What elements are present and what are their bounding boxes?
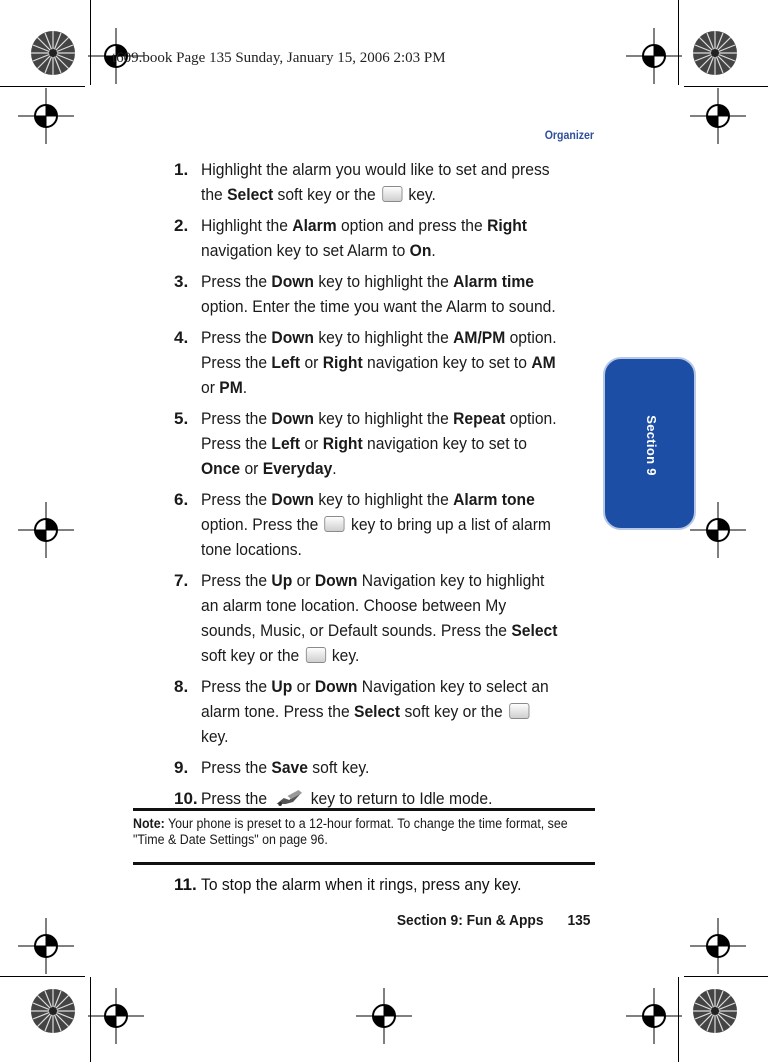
page-number: 135 bbox=[566, 912, 590, 929]
step-text bbox=[201, 325, 563, 400]
step-text-run: option. Press the bbox=[201, 409, 557, 453]
bold-term: Down bbox=[314, 677, 358, 696]
step-text: To stop the alarm when it rings, press any key. bbox=[201, 875, 522, 894]
bold-term: Alarm bbox=[292, 216, 337, 235]
step-text-run: Press the bbox=[201, 758, 272, 777]
bold-term: Everyday bbox=[262, 459, 333, 478]
registration-target-icon bbox=[690, 918, 746, 974]
step-text-run: Press the bbox=[201, 789, 272, 808]
note-label: Note: bbox=[133, 816, 165, 831]
step-text-run: soft key or the bbox=[201, 646, 304, 665]
list-item bbox=[174, 568, 594, 668]
bold-term: Down bbox=[314, 571, 358, 590]
step-text-run: or bbox=[300, 353, 323, 372]
bold-term: Down bbox=[271, 328, 315, 347]
step-text bbox=[201, 213, 563, 263]
step-text-run: . bbox=[242, 378, 248, 397]
step-text-run: option. Enter the time you want the Alarm to sound. bbox=[201, 297, 556, 316]
step-text-run: Highlight the alarm you would like to set and press the bbox=[201, 160, 550, 204]
step-text-run: option. Press the bbox=[201, 328, 557, 372]
step-text bbox=[201, 487, 563, 562]
step-text bbox=[201, 269, 563, 319]
step-text bbox=[201, 157, 563, 207]
list-item bbox=[174, 674, 594, 749]
crop-mark bbox=[684, 976, 768, 977]
step-text-run: Highlight the bbox=[201, 216, 293, 235]
step-text-run: key to highlight the bbox=[314, 328, 454, 347]
bold-term: Right bbox=[487, 216, 528, 235]
list-item bbox=[174, 269, 594, 319]
list-item bbox=[174, 755, 594, 780]
ok-key-icon bbox=[382, 186, 402, 202]
bold-term: Repeat bbox=[453, 409, 506, 428]
step-number: 9. bbox=[174, 758, 189, 777]
registration-target-icon bbox=[626, 988, 682, 1044]
step-text-run: or bbox=[300, 434, 323, 453]
bold-term: Left bbox=[271, 434, 301, 453]
step-text-run: or bbox=[292, 571, 315, 590]
step-text-run: or bbox=[201, 378, 220, 397]
registration-target-icon bbox=[356, 988, 412, 1044]
bold-term: Right bbox=[322, 353, 363, 372]
registration-target-icon bbox=[690, 88, 746, 144]
step-text-run: key to bring up a list of alarm tone locations. bbox=[201, 515, 551, 559]
registration-target-icon bbox=[18, 502, 74, 558]
bold-term: Alarm time bbox=[453, 272, 534, 291]
step-text-run: key. bbox=[327, 646, 360, 665]
step-number: 2. bbox=[174, 216, 189, 235]
step-text-run: . bbox=[332, 459, 337, 478]
bold-term: Right bbox=[322, 434, 363, 453]
ok-key-icon bbox=[305, 647, 325, 663]
bold-term: Down bbox=[271, 490, 315, 509]
registration-target-icon bbox=[88, 988, 144, 1044]
step-text-run: Navigation key to select an alarm tone. Press the bbox=[201, 677, 549, 721]
list-item bbox=[174, 157, 594, 207]
step-text-run: . bbox=[431, 241, 436, 260]
step-text-run: Navigation key to highlight an alarm tone location. Choose between My sounds, Music, or Default sounds. Press the bbox=[201, 571, 545, 640]
crop-mark bbox=[0, 976, 85, 977]
step-text-run: navigation key to set to bbox=[362, 353, 532, 372]
step-text-run: key to highlight the bbox=[314, 272, 454, 291]
instruction-steps bbox=[174, 157, 594, 821]
step-text-run: key to return to Idle mode. bbox=[306, 789, 493, 808]
section-tab bbox=[603, 357, 696, 530]
step-text-run: key. bbox=[404, 185, 436, 204]
step-number: 5. bbox=[174, 409, 189, 428]
starburst-mark-icon bbox=[30, 30, 76, 76]
bold-term: Select bbox=[511, 621, 558, 640]
step-text bbox=[201, 674, 563, 749]
step-number: 8. bbox=[174, 677, 189, 696]
step-text-run: or bbox=[240, 459, 263, 478]
bold-term: Up bbox=[271, 571, 293, 590]
bold-term: AM/PM bbox=[453, 328, 506, 347]
page-footer bbox=[396, 912, 590, 929]
list-item bbox=[174, 213, 594, 263]
starburst-mark-icon bbox=[692, 988, 738, 1034]
step-text-run: or bbox=[292, 677, 315, 696]
bold-term: Select bbox=[227, 185, 274, 204]
step-text-run: Press the bbox=[201, 409, 272, 428]
step-text-run: key to highlight the bbox=[314, 409, 454, 428]
bold-term: Down bbox=[271, 272, 315, 291]
step-number: 10. bbox=[174, 789, 198, 808]
step-text-run: option and press the bbox=[336, 216, 488, 235]
bold-term: Save bbox=[271, 758, 308, 777]
step-text-run: Press the bbox=[201, 328, 272, 347]
list-item bbox=[174, 406, 594, 481]
step-number: 6. bbox=[174, 490, 189, 509]
bold-term: Down bbox=[271, 409, 315, 428]
registration-target-icon bbox=[626, 28, 682, 84]
ok-key-icon bbox=[509, 703, 529, 719]
bold-term: Alarm tone bbox=[453, 490, 535, 509]
step-text-run: navigation key to set Alarm to bbox=[201, 241, 410, 260]
step-text-run: Press the bbox=[201, 490, 272, 509]
step-text-run: soft key. bbox=[307, 758, 370, 777]
step-text-run: Press the bbox=[201, 677, 272, 696]
step-text-run: soft key or the bbox=[400, 702, 508, 721]
starburst-mark-icon bbox=[692, 30, 738, 76]
bold-term: PM bbox=[219, 378, 243, 397]
bold-term: AM bbox=[531, 353, 556, 372]
bold-term: Up bbox=[271, 677, 293, 696]
crop-mark bbox=[0, 86, 85, 87]
step-text-run: key to highlight the bbox=[314, 490, 454, 509]
step-text-run: soft key or the bbox=[273, 185, 381, 204]
footer-section: Section 9: Fun & Apps bbox=[396, 912, 544, 929]
running-head: Organizer bbox=[544, 128, 594, 142]
step-number: 1. bbox=[174, 160, 189, 179]
step-text-run: Press the bbox=[201, 571, 272, 590]
book-header: t609.book Page 135 Sunday, January 15, 2006 2:03 PM bbox=[112, 50, 446, 66]
ok-key-icon bbox=[325, 516, 345, 532]
step-number: 3. bbox=[174, 272, 189, 291]
list-item bbox=[174, 325, 594, 400]
step-text-run: navigation key to set to bbox=[362, 434, 527, 453]
step-text-run: Press the bbox=[201, 272, 272, 291]
registration-target-icon bbox=[18, 918, 74, 974]
step-text-run: key. bbox=[201, 727, 229, 746]
bold-term: On bbox=[409, 241, 432, 260]
registration-target-icon bbox=[18, 88, 74, 144]
section-tab-label: Section 9 bbox=[644, 415, 659, 476]
step-text-run: option. Press the bbox=[201, 515, 323, 534]
step-number: 4. bbox=[174, 328, 189, 347]
step-number: 7. bbox=[174, 571, 189, 590]
note-box bbox=[133, 808, 595, 865]
bold-term: Once bbox=[201, 459, 241, 478]
starburst-mark-icon bbox=[30, 988, 76, 1034]
step-number: 11. bbox=[174, 875, 197, 894]
step-text bbox=[201, 568, 563, 668]
list-item bbox=[174, 872, 594, 897]
registration-target-icon bbox=[690, 502, 746, 558]
step-text bbox=[201, 755, 563, 780]
crop-mark bbox=[684, 86, 768, 87]
list-item bbox=[174, 487, 594, 562]
note-text: Your phone is preset to a 12-hour format. To change the time format, see "Time & Date Settings" on page 96. bbox=[133, 816, 568, 847]
bold-term: Select bbox=[354, 702, 401, 721]
bold-term: Left bbox=[271, 353, 301, 372]
step-text bbox=[201, 406, 563, 481]
